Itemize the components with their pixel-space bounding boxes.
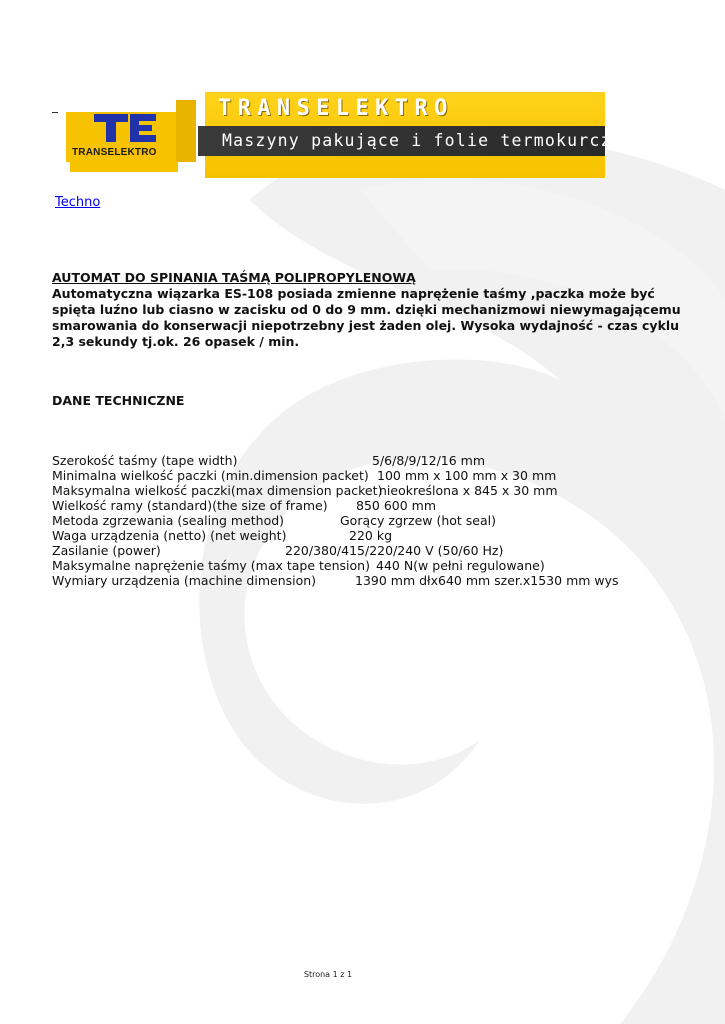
spec-row xyxy=(52,468,712,483)
specs-title: DANE TECHNICZNE xyxy=(52,393,185,408)
spec-value: 1390 mm dłx640 mm szer.x1530 mm wys xyxy=(355,573,619,588)
spec-label: Maksymalna wielkość paczki(max dimension packet) xyxy=(52,483,383,498)
spec-row xyxy=(52,543,712,558)
spec-label: Wymiary urządzenia (machine dimension) xyxy=(52,573,317,588)
spec-row xyxy=(52,573,712,588)
spec-label: Szerokość taśmy (tape width) xyxy=(52,453,238,468)
techno-link[interactable]: Techno xyxy=(55,195,101,210)
spec-label: Maksymalne naprężenie taśmy (max tape tension) xyxy=(52,558,370,573)
spec-row xyxy=(52,528,712,543)
brand-tagline: Maszyny pakujące i folie termokurczliwe xyxy=(222,131,657,150)
spec-value: 220 kg xyxy=(349,528,393,543)
spec-label: Metoda zgrzewania (sealing method) xyxy=(52,513,285,528)
spec-value: 440 N(w pełni regulowane) xyxy=(376,558,545,573)
spec-label: Waga urządzenia (netto) (net weight) xyxy=(52,528,287,543)
spec-row xyxy=(52,483,712,498)
spec-label: Wielkość ramy (standard)(the size of frame) xyxy=(52,498,328,513)
spec-row xyxy=(52,498,712,513)
logo-text: TRANSELEKTRO xyxy=(72,147,157,158)
specs-list xyxy=(52,453,712,588)
spec-value: Gorący zgrzew (hot seal) xyxy=(340,513,496,528)
article-intro: Automatyczna wiązarka ES-108 posiada zmienne naprężenie taśmy ,paczka może być spięta luźno lub ciasno w zacisku od 0 do 9 mm. dzięki mechanizmowi niewymagającemu smarowania do konserwacji niepotrzebny jest żaden olej. Wysoka wydajność - czas cyklu 2,3 sekundy tj.ok. 26 opasek / min. xyxy=(52,286,681,349)
spec-value: 220/380/415/220/240 V (50/60 Hz) xyxy=(285,543,504,558)
spec-value: 5/6/8/9/12/16 mm xyxy=(372,453,486,468)
spec-value: 100 mm x 100 mm x 30 mm xyxy=(377,468,557,483)
spec-row xyxy=(52,558,712,573)
spec-value: 850 600 mm xyxy=(356,498,437,513)
spec-label: Zasilanie (power) xyxy=(52,543,161,558)
header-banner xyxy=(58,92,657,178)
article-heading: AUTOMAT DO SPINANIA TAŚMĄ POLIPROPYLENOWĄ xyxy=(52,270,416,285)
transelektro-logo-icon xyxy=(58,92,205,178)
brand-name: TRANSELEKTRO xyxy=(218,96,454,121)
spec-row xyxy=(52,513,712,528)
page-number: Strona 1 z 1 xyxy=(303,970,353,979)
spec-row xyxy=(52,453,712,468)
spec-label: Minimalna wielkość paczki (min.dimension packet) xyxy=(52,468,369,483)
spec-value: nieokreślona x 845 x 30 mm xyxy=(379,483,558,498)
